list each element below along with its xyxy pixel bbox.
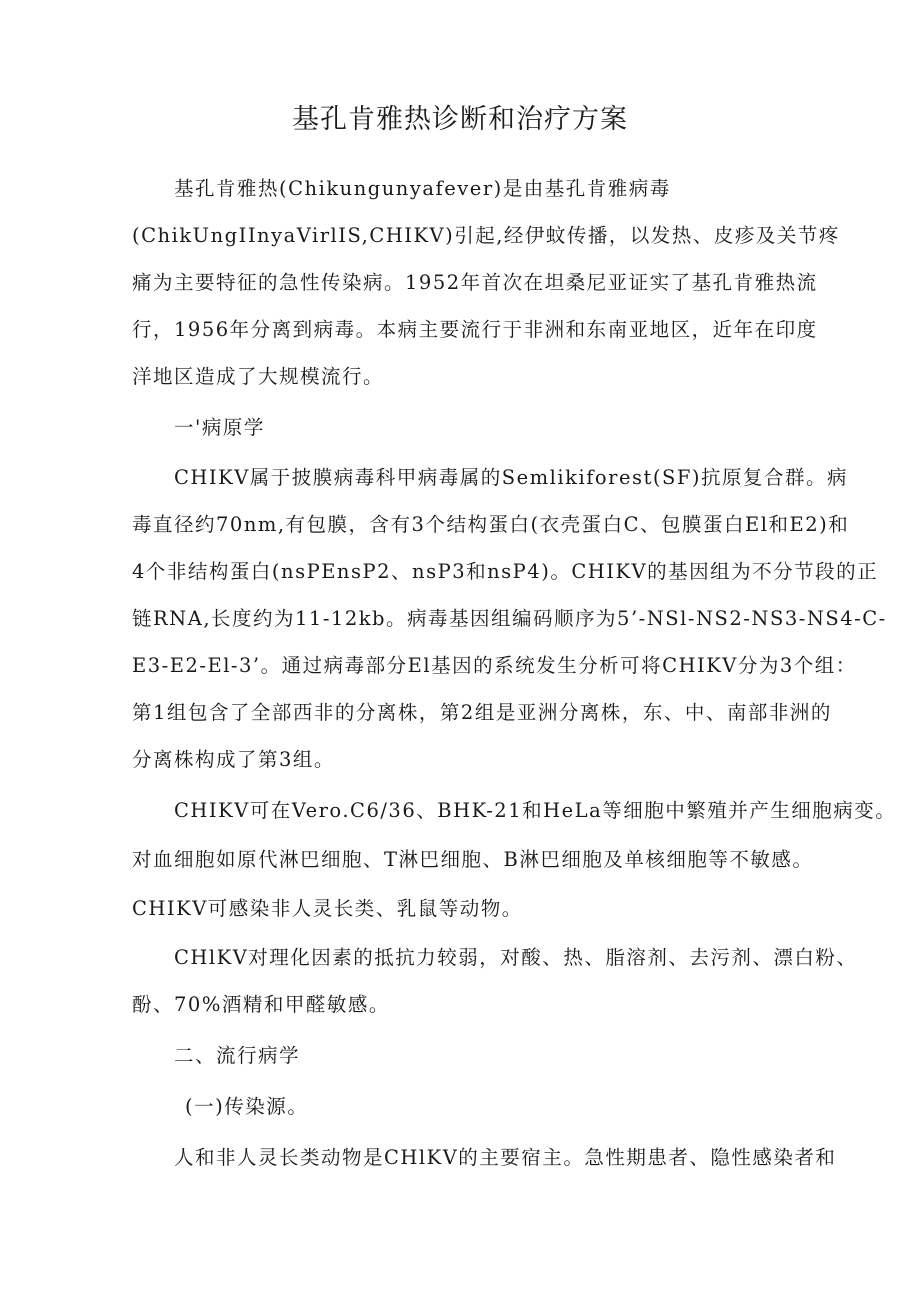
- paragraph-line: 第1组包含了全部西非的分离株，第2组是亚洲分离株，东、中、南部非洲的: [132, 701, 832, 724]
- paragraph-line: 基孔肯雅热(Chikungunyafever)是由基孔肯雅病毒: [174, 177, 671, 200]
- document-title: 基孔肯雅热诊断和治疗方案: [292, 104, 628, 135]
- paragraph-line: 分离株构成了第3组。: [132, 748, 335, 771]
- paragraph-line: 对血细胞如原代淋巴细胞、T淋巴细胞、B淋巴细胞及单核细胞等不敏感。: [132, 848, 814, 871]
- section-heading: 一'病原学: [174, 416, 265, 439]
- paragraph-line: 链RNA,长度约为11-12kb。病毒基因组编码顺序为5’-NSl-NS2-NS3-NS4-C-: [132, 607, 887, 630]
- paragraph-line: 毒直径约70nm,有包膜，含有3个结构蛋白(衣壳蛋白C、包膜蛋白El和E2)和: [132, 513, 850, 536]
- paragraph-line: CHIKV可感染非人灵长类、乳鼠等动物。: [132, 897, 523, 920]
- paragraph-line: 酚、70%酒精和甲醛敏感。: [132, 993, 390, 1016]
- paragraph-line: CHlKV对理化因素的抵抗力较弱，对酸、热、脂溶剂、去污剂、漂白粉、: [174, 946, 858, 969]
- section-heading: 二、流行病学: [174, 1044, 301, 1067]
- paragraph-line: (ChikUngIInyaVirlIS,CHIKV)引起,经伊蚊传播，以发热、皮疹及关节疼: [132, 224, 840, 247]
- paragraph-line: 行，1956年分离到病毒。本病主要流行于非洲和东南亚地区，近年在印度: [132, 318, 818, 341]
- paragraph-line: E3-E2-El-3’。通过病毒部分El基因的系统发生分析可将CHIKV分为3个组：: [132, 654, 857, 677]
- paragraph-line: 4个非结构蛋白(nsPEnsP2、nsP3和nsP4)。CHIKV的基因组为不分节段的正: [132, 560, 879, 583]
- paragraph-line: CHIKV可在Vero.C6/36、BHK-21和HeLa等细胞中繁殖并产生细胞病变。: [174, 799, 897, 822]
- paragraph-line: 痛为主要特征的急性传染病。1952年首次在坦桑尼亚证实了基孔肯雅热流: [132, 271, 818, 294]
- paragraph-line: 洋地区造成了大规模流行。: [132, 365, 385, 388]
- paragraph-line: CHIKV属于披膜病毒科甲病毒属的Semlikiforest(SF)抗原复合群。病: [174, 466, 848, 489]
- subsection-heading: (一)传染源。: [185, 1095, 309, 1118]
- paragraph-line: 人和非人灵长类动物是CHlKV的主要宿主。急性期患者、隐性感染者和: [174, 1146, 837, 1169]
